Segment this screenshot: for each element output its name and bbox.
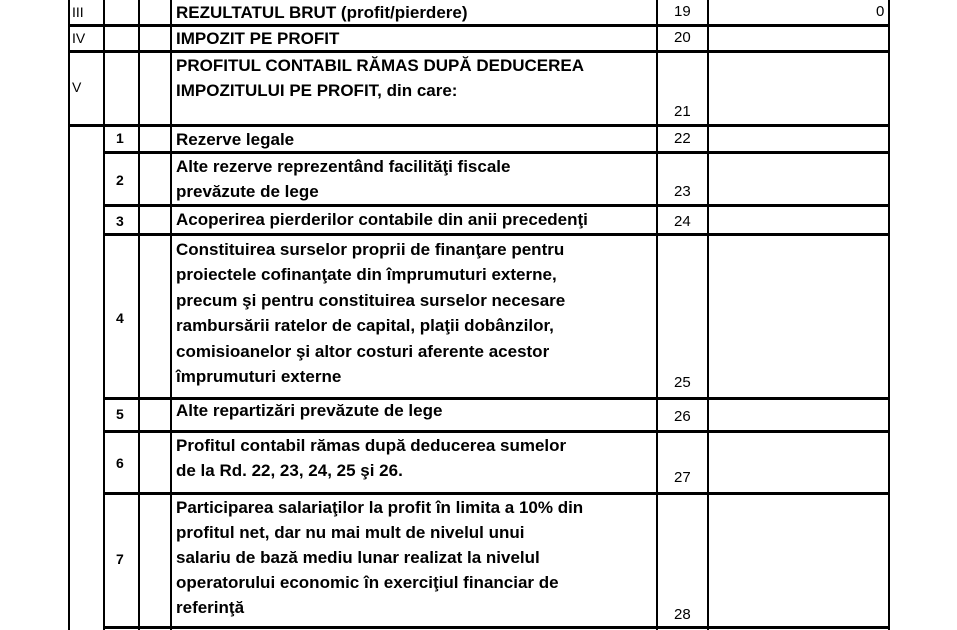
row-description-line: Acoperirea pierderilor contabile din anii precedenţi: [176, 210, 588, 229]
row-description: REZULTATUL BRUT (profit/pierdere): [176, 3, 468, 22]
row-index: 5: [116, 406, 124, 422]
row-number: 25: [674, 374, 691, 391]
row-description-line: împrumuturi externe: [176, 367, 342, 386]
row-description-line: Alte repartizări prevăzute de lege: [176, 401, 443, 420]
row-description-line: Profitul contabil rămas după deducerea sumelor: [176, 436, 567, 455]
row-roman-numeral: III: [72, 4, 84, 20]
row-roman-numeral: IV: [72, 30, 86, 46]
row-roman-numeral: V: [72, 79, 82, 95]
row-index: 2: [116, 172, 124, 188]
row-number: 21: [674, 103, 691, 120]
row-description-line: IMPOZITULUI PE PROFIT, din care:: [176, 81, 458, 100]
column-divider: [707, 0, 709, 630]
row-description-line: Rezerve legale: [176, 130, 295, 149]
row-description-line: rambursării ratelor de capital, plaţii dobânzilor,: [176, 316, 554, 335]
row-description: IMPOZIT PE PROFIT: [176, 29, 340, 48]
row-description-line: PROFITUL CONTABIL RĂMAS DUPĂ DEDUCEREA: [176, 56, 585, 75]
row-description-line: operatorului economic în exerciţiul financiar de: [176, 573, 559, 592]
row-description-line: precum şi pentru constituirea surselor necesare: [176, 291, 566, 310]
row-description-line: de la Rd. 22, 23, 24, 25 şi 26.: [176, 461, 403, 480]
row-number: 27: [674, 469, 691, 486]
row-description-line: proiectele cofinanţate din împrumuturi externe,: [176, 265, 557, 284]
row-description-line: referinţă: [176, 598, 245, 617]
row-index: 7: [116, 551, 124, 567]
row-description-line: comisioanelor şi altor costuri aferente acestor: [176, 342, 550, 361]
row-value: 0: [876, 3, 885, 20]
row-description-line: Constituirea surselor proprii de finanţare pentru: [176, 240, 565, 259]
row-number: 28: [674, 606, 691, 623]
column-divider: [103, 0, 105, 630]
row-divider: [103, 626, 890, 629]
row-description-line: Alte rezerve reprezentând facilităţi fiscale: [176, 157, 511, 176]
row-index: 4: [116, 310, 124, 326]
row-number: 22: [674, 130, 691, 147]
row-number: 20: [674, 29, 691, 46]
row-index: 6: [116, 455, 124, 471]
column-divider: [138, 0, 140, 630]
column-divider: [656, 0, 658, 630]
row-number: 23: [674, 183, 691, 200]
row-number: 26: [674, 408, 691, 425]
row-number: 24: [674, 213, 691, 230]
column-divider: [170, 0, 172, 630]
column-divider: [888, 0, 890, 630]
row-description-line: salariu de bază mediu lunar realizat la nivelul: [176, 548, 540, 567]
row-index: 3: [116, 213, 124, 229]
row-description-line: profitul net, dar nu mai mult de nivelul unui: [176, 523, 525, 542]
row-index: 1: [116, 130, 124, 146]
row-divider: [103, 233, 890, 236]
row-description-line: prevăzute de lege: [176, 182, 319, 201]
column-divider: [68, 0, 70, 630]
row-number: 19: [674, 3, 691, 20]
row-description-line: Participarea salariaţilor la profit în limita a 10% din: [176, 498, 584, 517]
